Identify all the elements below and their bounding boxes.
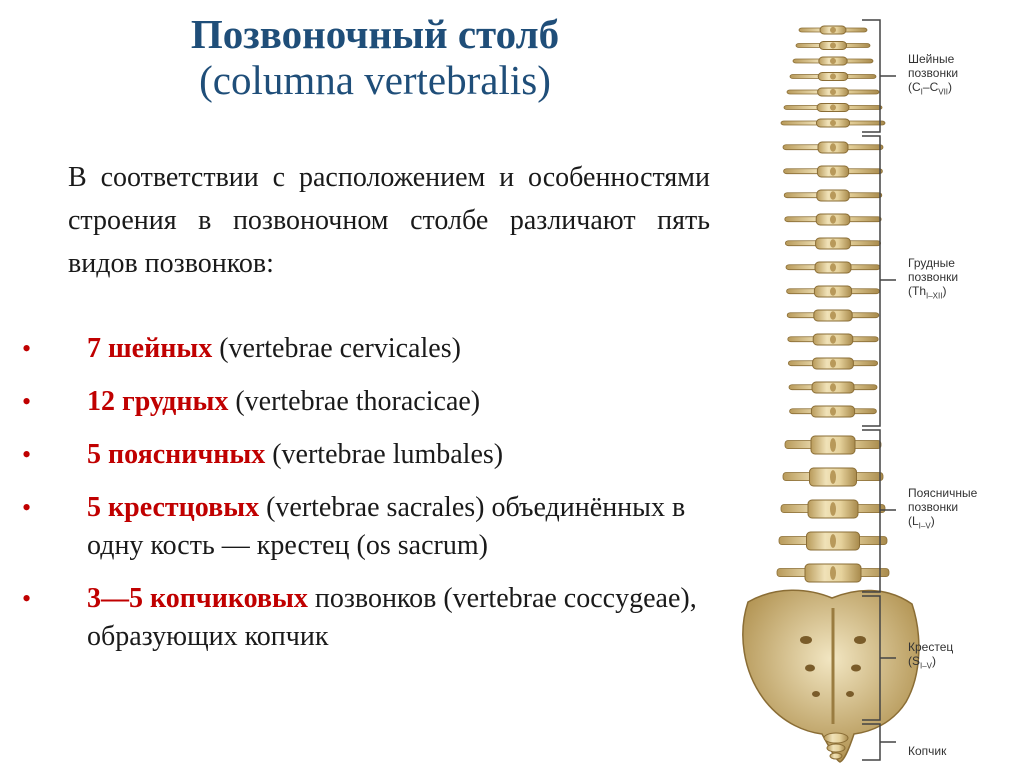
list-item [22,580,712,656]
bullet-text: (vertebrae sacrales) объединённых в одну кость — крестец (os sacrum) [87,492,686,561]
list-item [22,330,712,368]
label-thoracic: Грудные позвонки $(Th_{I-XII})$ [908,256,959,301]
spinous-process [830,167,836,175]
spinous-process [830,42,836,48]
bullet-highlight: 7 шейных [87,333,213,364]
spinous-process [830,335,836,343]
spinous-process [830,359,836,367]
label-lumbar: Поясничные позвонки $(L_{I-V})$ [908,486,978,531]
bullet-highlight: 3—5 копчиковых [87,583,308,614]
spinous-process [830,239,836,247]
list-item [22,489,712,565]
bullet-highlight: 12 грудных [87,386,229,417]
bullet-icon: • [22,493,32,522]
bullet-icon: • [22,440,32,469]
list-item [22,383,712,421]
spinous-process [830,104,836,110]
coccyx-bracket [862,724,896,760]
title-latin: (columna vertebralis) [199,56,551,103]
bullet-text: (vertebrae lumbales) [265,439,504,470]
spinous-process [830,502,836,516]
sacrum-bracket [862,596,896,720]
spinous-process [830,143,836,151]
lumbar-bracket [862,430,896,592]
bullet-highlight: 5 крестцовых [87,492,260,523]
spinous-process [830,311,836,319]
bullet-icon: • [22,387,32,416]
bullet-icon: • [22,584,32,613]
bullet-icon: • [22,334,32,363]
spinous-process [830,27,836,33]
intro-paragraph: В соответствии с расположением и особенностями строения в позвоночном столбе различают пять видов позвонков: [68,162,710,279]
spinous-process [830,438,836,452]
spinous-process [830,383,836,391]
spinous-process [830,58,836,64]
bullet-text: (vertebrae cervicales) [212,333,461,364]
spinous-process [830,470,836,484]
bullet-text: (vertebrae thoracicae) [228,386,481,417]
spinous-process [830,566,836,580]
vertebra-types-list [22,330,712,671]
spinous-process [830,287,836,295]
slide-title [60,12,690,104]
bullet-highlight: 5 поясничных [87,439,266,470]
title-main: Позвоночный столб [190,11,560,57]
label-sacrum: Крестец $(S_{I-V})$ [908,640,954,671]
spinous-process [830,534,836,548]
label-cervical: Шейные позвонки $(C_I-C_{VII})$ [908,52,959,97]
spinous-process [830,73,836,79]
list-item [22,436,712,474]
spinous-process [830,191,836,199]
cervical-bracket [862,20,896,132]
label-coccyx: Копчик [908,744,947,758]
spinous-process [830,407,836,415]
spinous-process [830,89,836,95]
spinous-process [830,120,836,126]
thoracic-bracket [862,136,896,426]
region-brackets [860,12,904,764]
spinous-process [830,215,836,223]
bullet-text: позвонков (vertebrae coccygeae), образующих копчик [87,583,697,652]
spinous-process [830,263,836,271]
